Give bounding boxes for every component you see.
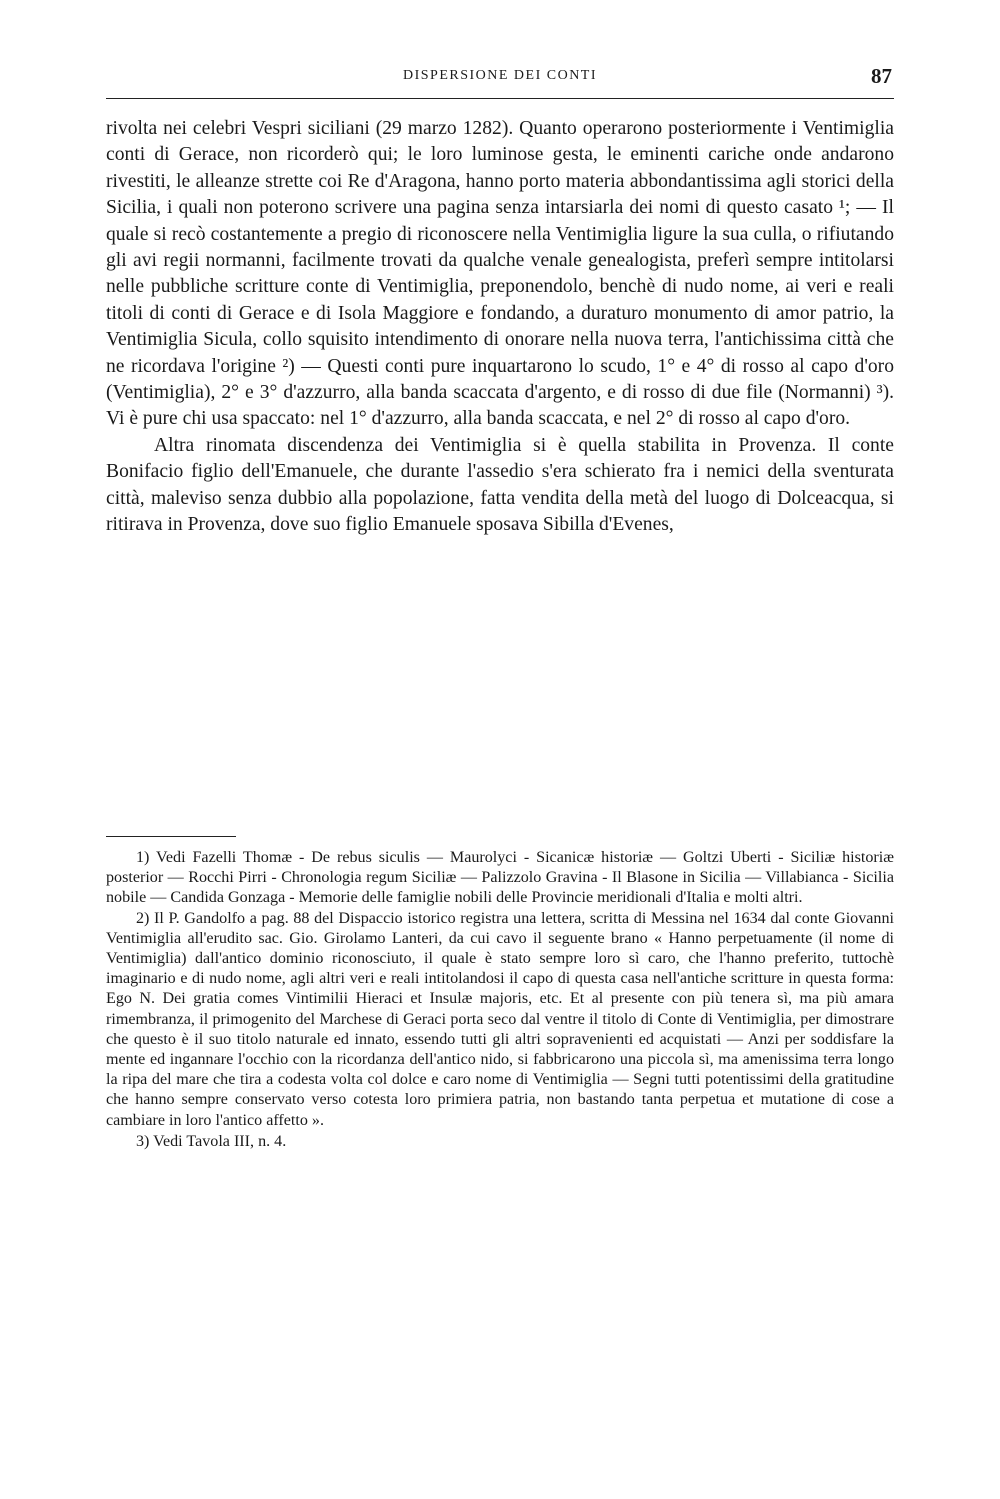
page-header [106,64,894,94]
footnote-1: 1) Vedi Fazelli Thomæ - De rebus siculis — Maurolyci - Sicanicæ historiæ — Goltzi Uberti - Siciliæ historiæ posterior — Rocchi Pirri - Chronologia regum Siciliæ — Palizzolo Gravina - Il Blasone in Sicilia — Villabianca - Sicilia nobile — Candida Gonzaga - Memorie delle famiglie nobili delle Provincie meridionali d'Italia e molti altri. [106,849,894,907]
page-number: 87 [871,64,892,88]
footnote-2: 2) Il P. Gandolfo a pag. 88 del Dispaccio istorico registra una lettera, scritta di Messina nel 1634 dal conte Giovanni Ventimiglia all'erudito sac. Gio. Girolamo Lanteri, da cui cavo il seguente brano « Hanno perpetuamente (il nome di Ventimiglia) dall'antico dominio riconosciuto, il quale è stato sempre loro sì caro, che l'hanno preferito, tuttochè imaginario e di nudo nome, agli altri veri e reali intitolandosi il capo di questa casa nell'antiche scritture in questa forma: Ego N. Dei gratia comes Vintimilii Hieraci et Insulæ majoris, etc. Et al presente con più tenera sì, ma più amara rimembranza, il primogenito del Marchese di Geraci porta seco dal ventre il titolo di Conte di Ventimiglia, per dimostrare che questo è il suo titolo naturale ed innato, essendo tutti gli altri sopravenienti ed acquistati — Anzi per soddisfare la mente ed ingannare l'occhio con la ricordanza dell'antico nido, si fabbricarono una piccola sì, ma amenissima terra longo la ripa del mare che tira a codesta volta col dolce e caro nome di Ventimiglia — Segni tutti potentissimi della gratitudine che hanno sempre conservato verso cotesta loro primiera patria, non bastando tanta perpetua et mutatione di cose a cambiare in loro l'antico affetto ». [106,909,894,1129]
running-title: DISPERSIONE DEI CONTI [402,68,598,83]
footnote-rule [106,836,236,837]
footnote-3: 3) Vedi Tavola III, n. 4. [136,1132,287,1150]
body-text [106,116,894,539]
footnotes [106,848,894,1152]
body-paragraph-1: rivolta nei celebri Vespri siciliani (29 marzo 1282). Quanto operarono posteriormente i Ventimiglia conti di Gerace, non ricorderò qui; le loro luminose gesta, le eminenti cariche onde andarono rivestiti, le alleanze strette coi Re d'Aragona, hanno porto materia abbondantissima agli storici della Sicilia, i quali non poterono scrivere una pagina senza intarsiarla dei nomi di questo casato ¹; — Il quale si recò costantemente a pregio di riconoscere nella Ventimiglia ligure la sua culla, o rifiutando gli avi regii normanni, facilmente trovati da qualche venale genealogista, preferì sempre intitolarsi nelle pubbliche scritture conte di Ventimiglia, preponendolo, benchè di nudo nome, ai veri e reali titoli di conti di Gerace e di Isola Maggiore e fondando, a duraturo monumento di amor patrio, la Ventimiglia Sicula, collo squisito intendimento di onorare nella nuova terra, l'antichissima città che ne ricordava l'origine ²) — Questi conti pure inquartarono lo scudo, 1° e 4° di rosso al capo d'oro (Ventimiglia), 2° e 3° d'azzurro, alla banda scaccata d'argento, e di rosso di due file (Normanni) ³). Vi è pure chi usa spaccato: nel 1° d'azzurro, alla banda scaccata, e nel 2° di rosso al capo d'oro. [106,118,894,430]
body-paragraph-2: Altra rinomata discendenza dei Ventimiglia si è quella stabilita in Provenza. Il conte Bonifacio figlio dell'Emanuele, che durante l'assedio s'era schierato fra i nemici della sventurata città, maleviso senza dubbio alla popolazione, fatta vendita della metà del luogo di Dolceacqua, si ritirava in Provenza, dove suo figlio Emanuele sposava Sibilla d'Evenes, [106,434,894,536]
header-rule [106,98,894,99]
